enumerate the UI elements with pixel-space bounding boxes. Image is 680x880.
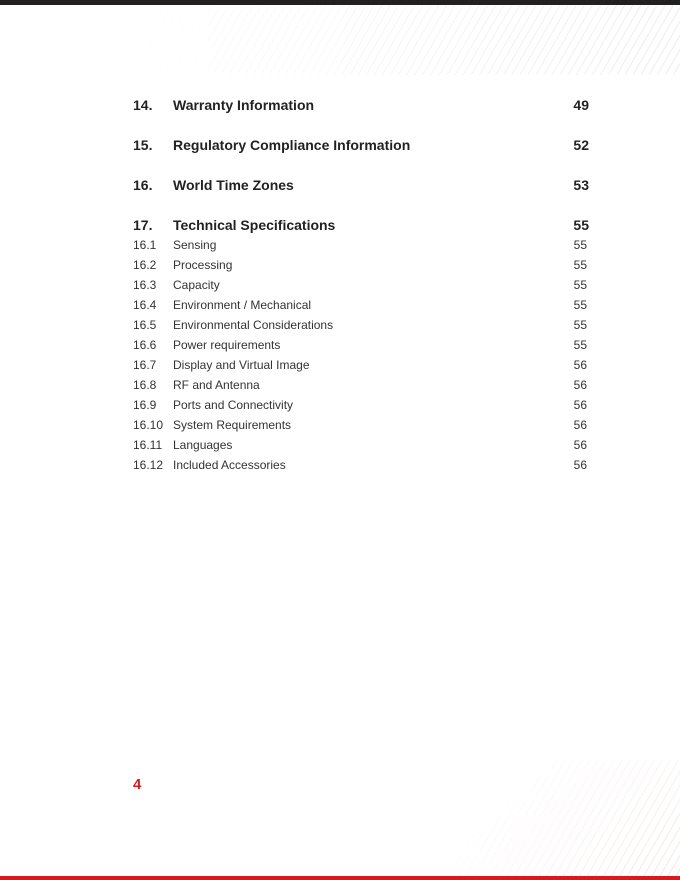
toc-subsection-page: 56 [573, 378, 587, 392]
toc-subsection-ports[interactable] [133, 395, 589, 415]
toc-section-title: Regulatory Compliance Information [173, 137, 411, 153]
toc-subsection-page: 56 [573, 358, 587, 372]
toc-subsection-page: 56 [573, 458, 587, 472]
toc-section-warranty[interactable] [133, 95, 589, 115]
toc-section-page: 55 [573, 217, 589, 233]
toc-subsection-title: Ports and Connectivity [173, 398, 294, 412]
toc-subsection-title: Display and Virtual Image [173, 358, 310, 372]
toc-section-page: 49 [573, 97, 589, 113]
toc-subsection-title: RF and Antenna [173, 378, 260, 392]
toc-subsection-sensing[interactable] [133, 235, 589, 255]
top-hatch-decoration [100, 5, 680, 75]
toc-section-title: World Time Zones [173, 177, 294, 193]
toc-subsection-rf-antenna[interactable] [133, 375, 589, 395]
page-number: 4 [133, 776, 142, 793]
toc-subsection-languages[interactable] [133, 435, 589, 455]
toc-subsection-page: 56 [573, 438, 587, 452]
toc-subsection-number: 16.1 [133, 238, 157, 252]
toc-subsection-number: 16.8 [133, 378, 157, 392]
toc-subsection-title: Sensing [173, 238, 217, 252]
toc-section-number: 17. [133, 217, 153, 233]
toc-subsection-number: 16.9 [133, 398, 157, 412]
bottom-border-bar [0, 876, 680, 880]
toc-subsection-page: 55 [573, 278, 587, 292]
toc-subsection-page: 55 [573, 298, 587, 312]
toc-subsection-capacity[interactable] [133, 275, 589, 295]
toc-section-title: Technical Specifications [173, 217, 336, 233]
toc-subsection-number: 16.3 [133, 278, 157, 292]
toc-subsection-page: 55 [573, 338, 587, 352]
toc-subsection-number: 16.11 [133, 438, 163, 452]
toc-subsection-title: Included Accessories [173, 458, 286, 472]
toc-subsection-number: 16.2 [133, 258, 157, 272]
toc-subsection-title: System Requirements [173, 418, 292, 432]
toc-subsection-title: Environment / Mechanical [173, 298, 312, 312]
toc-subsection-title: Power requirements [173, 338, 281, 352]
toc-subsection-page: 55 [573, 318, 587, 332]
toc-subsection-number: 16.4 [133, 298, 157, 312]
toc-subsection-title: Processing [173, 258, 233, 272]
toc-section-page: 53 [573, 177, 589, 193]
toc-subsection-environmental-considerations[interactable] [133, 315, 589, 335]
toc-subsection-page: 55 [573, 258, 587, 272]
toc-section-title: Warranty Information [173, 97, 315, 113]
toc-section-page: 52 [573, 137, 589, 153]
toc-subsection-processing[interactable] [133, 255, 589, 275]
toc-subsection-display[interactable] [133, 355, 589, 375]
toc-subsection-number: 16.6 [133, 338, 157, 352]
toc-section-regulatory[interactable] [133, 135, 589, 155]
toc-subsection-page: 56 [573, 418, 587, 432]
table-of-contents [133, 95, 589, 475]
toc-subsection-system-requirements[interactable] [133, 415, 589, 435]
toc-subsection-number: 16.12 [133, 458, 164, 472]
toc-subsection-title: Environmental Considerations [173, 318, 334, 332]
toc-section-number: 14. [133, 97, 153, 113]
toc-subsection-number: 16.5 [133, 318, 157, 332]
toc-subsection-title: Capacity [173, 278, 220, 292]
toc-section-time-zones[interactable] [133, 175, 589, 195]
toc-section-tech-specs[interactable] [133, 215, 589, 235]
toc-subsection-title: Languages [173, 438, 233, 452]
toc-subsection-environment-mechanical[interactable] [133, 295, 589, 315]
toc-subsection-accessories[interactable] [133, 455, 589, 475]
toc-subsection-power[interactable] [133, 335, 589, 355]
toc-section-number: 16. [133, 177, 153, 193]
toc-subsection-page: 55 [573, 238, 587, 252]
toc-subsection-number: 16.7 [133, 358, 157, 372]
bottom-hatch-decoration [380, 760, 680, 876]
toc-section-number: 15. [133, 137, 153, 153]
toc-subsection-page: 56 [573, 398, 587, 412]
toc-subsection-number: 16.10 [133, 418, 164, 432]
